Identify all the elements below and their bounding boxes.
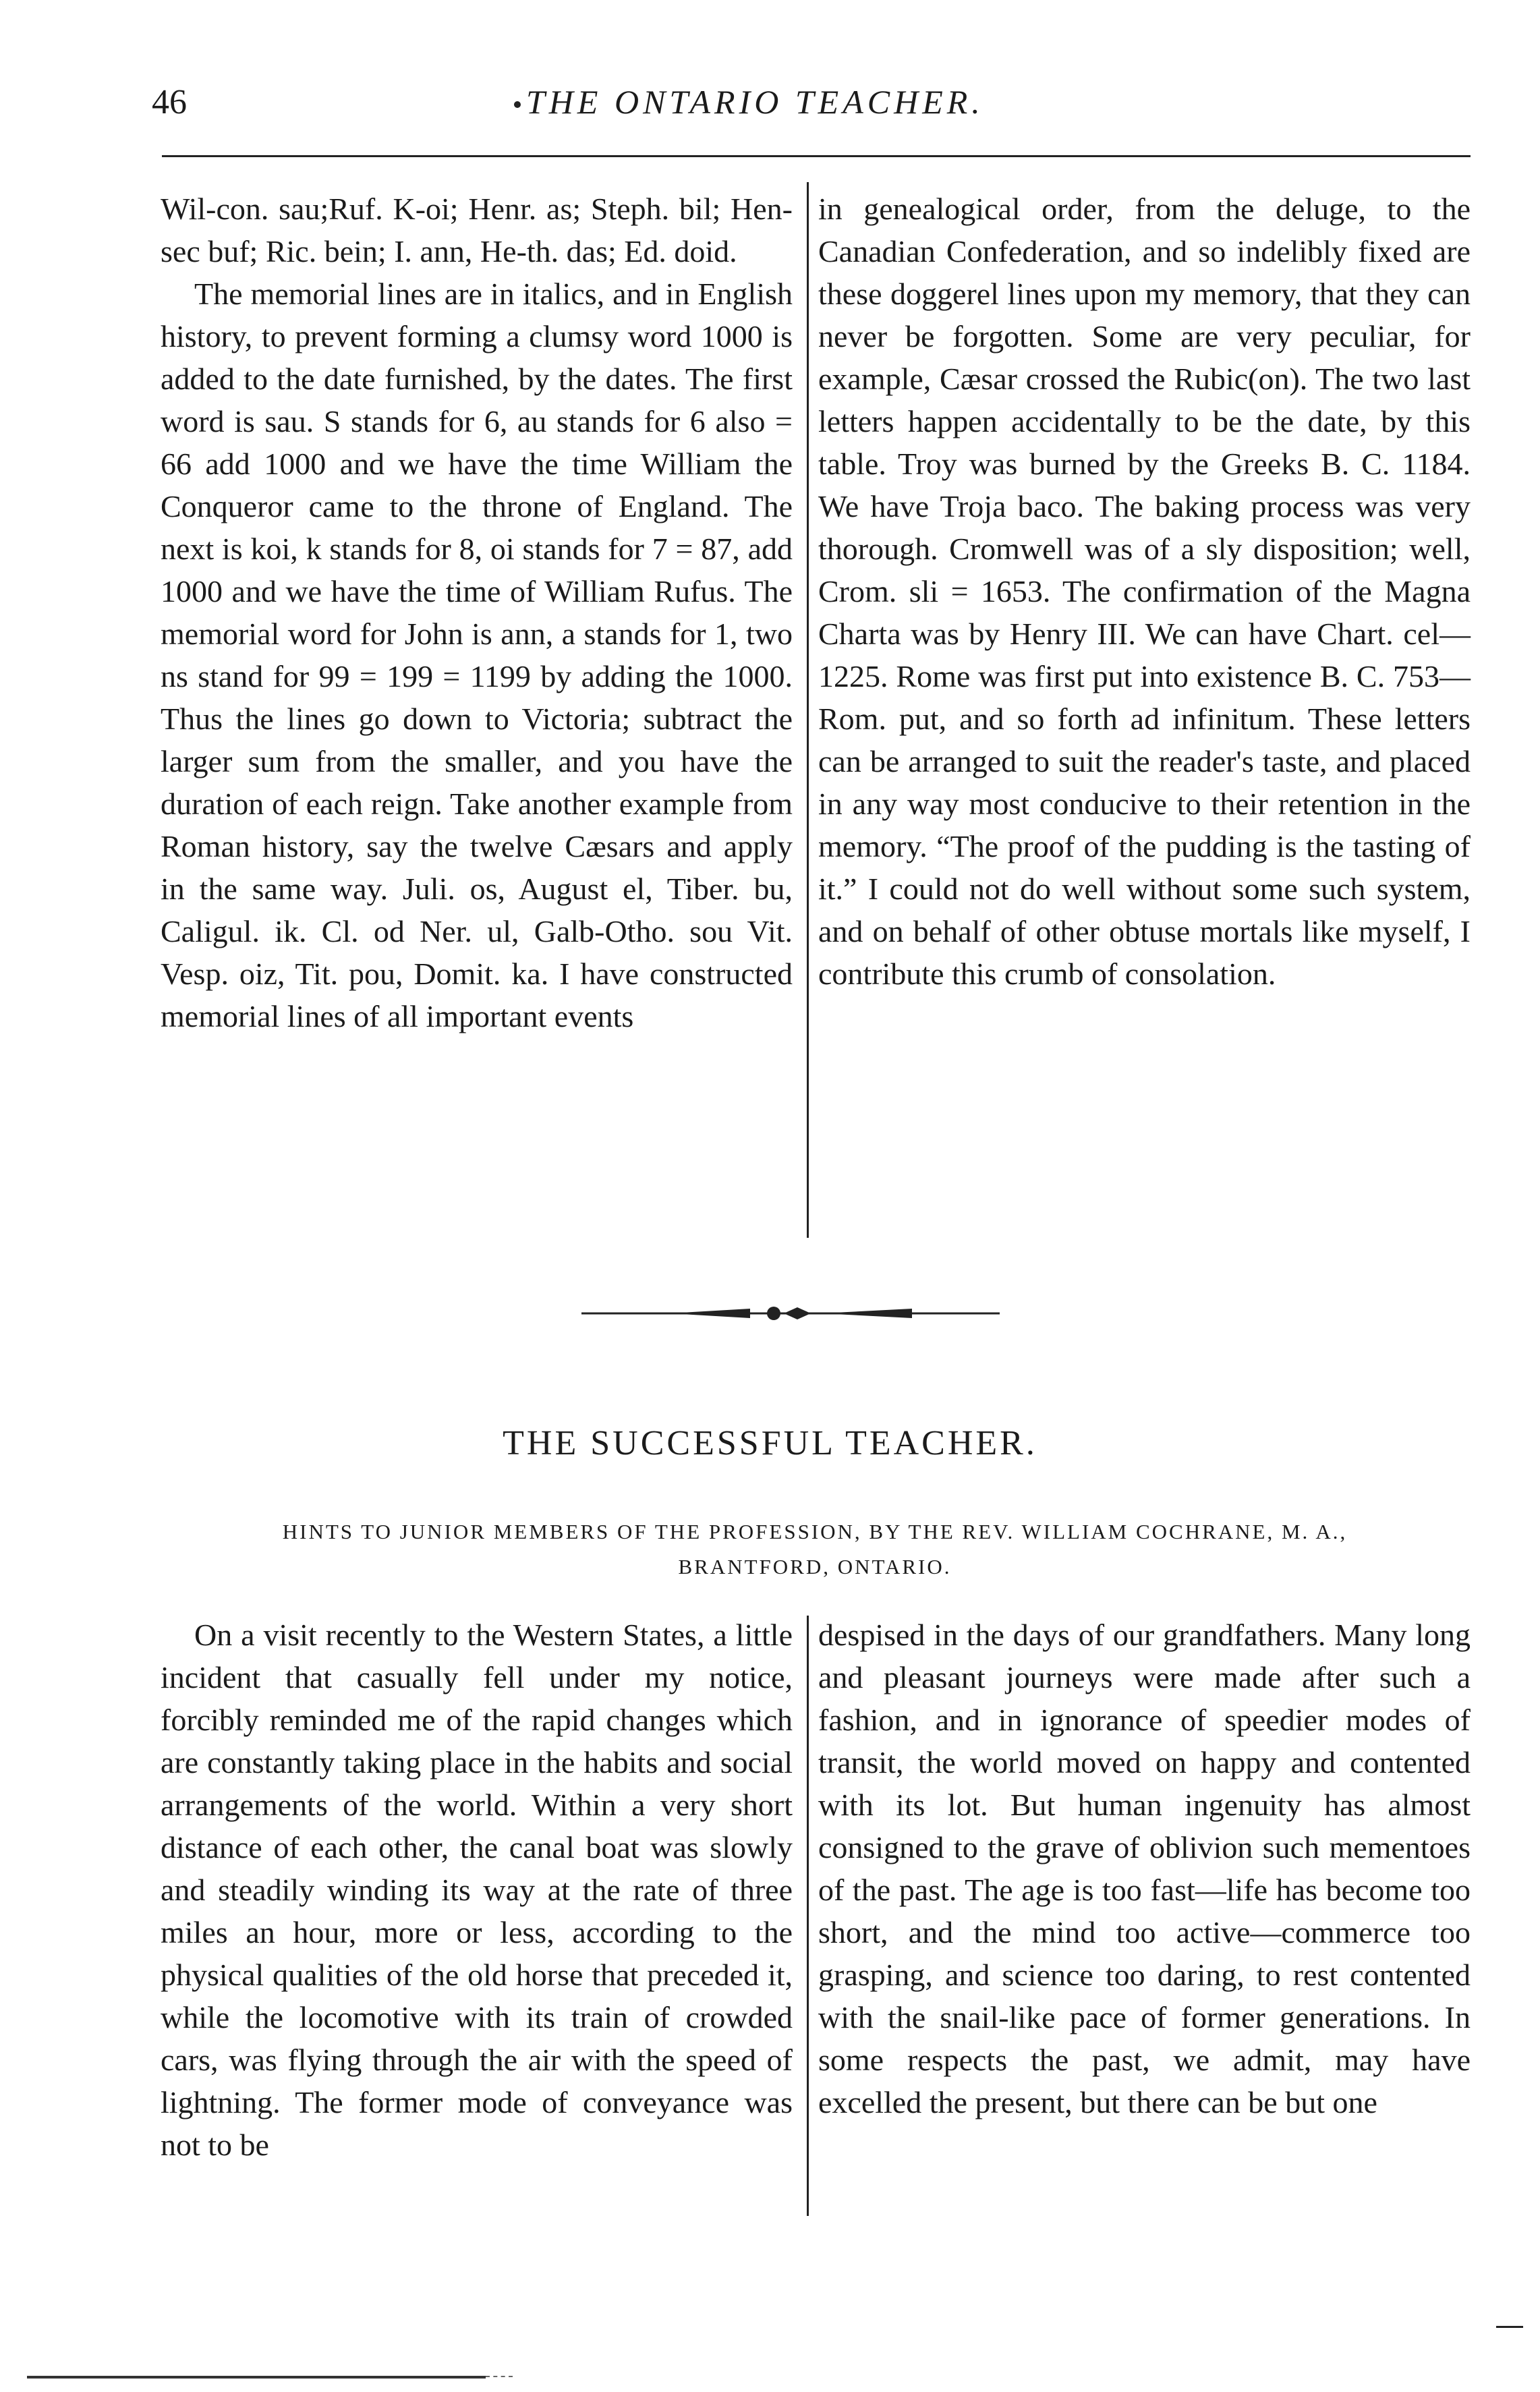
previous-article-closing-paragraph: in genealogical order, from the deluge, to the Canadian Confederation, and so indelibly fixed are these doggerel lines upon my memory, that they can never be forgotten. Some are very peculiar, for example, Cæsar crossed the Rubic(on). The two last letters happen accidentally to be the date, by this table. Troy was burned by the Greeks B. C. 1184. We have Troja baco. The baking process was very thorough. Cromwell was of a sly disposition; well, Crom. sli = 1653. The confirmation of the Magna Charta was by Henry III. We can have Chart. cel—1225. Rome was first put into existence B. C. 753—Rom. put, and so forth ad infinitum. These letters can be arranged to suit the reader's taste, and placed in any way most conducive to their retention in the memory. “The proof of the pudding is the tasting of it.” I could not do well without some such system, and on behalf of other obtuse mortals like myself, I contribute this crumb of consolation. — [818, 192, 1471, 991]
running-title: THE ONTARIO TEACHER. — [526, 83, 984, 121]
article-continuation-paragraph: despised in the days of our grandfathers. Many long and pleasant journeys were made after such a fashion, and in ignorance of speedier modes of transit, the world moved on happy and contented with its lot. But human ingenuity has almost consigned to the grave of oblivion such mementoes of the past. The age is too fast—life has become too short, and the mind too active—commerce too grasping, and science too daring, to rest contented with the snail-like pace of former generations. In some respects the past, we admit, may have excelled the present, but there can be but one — [818, 1618, 1471, 2119]
article-title: THE SUCCESSFUL TEACHER. — [503, 1424, 1037, 1462]
header-bullet — [514, 101, 521, 108]
header-rule — [162, 155, 1471, 157]
article-subtitle-line: BRANTFORD, ONTARIO. — [678, 1555, 952, 1578]
footer-dash — [486, 2376, 513, 2379]
column-divider — [807, 1616, 809, 2216]
footer-rule — [27, 2376, 486, 2379]
article-opening-paragraph: On a visit recently to the Western States, a little incident that casually fell under my notice, forcibly reminded me of the rapid changes which are constantly taking place in the habits and social arrangements of the world. Within a very short distance of each other, the canal boat was slowly and steadily winding its way at the rate of three miles an hour, more or less, according to the physical qualities of the old horse that preceded it, while the locomotive with its train of crowded cars, was flying through the air with the speed of lightning. The former mode of conveyance was not to be — [161, 1618, 793, 2162]
article-right-column — [818, 1614, 1471, 2124]
memorial-explanation-paragraph: The memorial lines are in italics, and in English history, to prevent forming a clumsy word 1000 is added to the date furnished, by the dates. The first word is sau. S stands for 6, au stands for 6 also = 66 add 1000 and we have the time William the Conqueror came to the throne of England. The next is koi, k stands for 8, oi stands for 7 = 87, add 1000 and we have the time of William Rufus. The memorial word for John is ann, a stands for 1, two ns stand for 99 = 199 = 1199 by adding the 1000. Thus the lines go down to Victoria; subtract the larger sum from the smaller, and you have the duration of each reign. Take another example from Roman history, say the twelve Cæsars and apply in the same way. Juli. os, August el, Tiber. bu, Caligul. ik. Cl. od Ner. ul, Galb-Otho. sou Vit. Vesp. oiz, Tit. pou, Domit. ka. I have constructed memorial lines of all important events — [161, 277, 793, 1033]
margin-mark — [1496, 2326, 1523, 2328]
memorial-lines-paragraph: Wil-con. sau;Ruf. K-oi; Henr. as; Steph. bil; Hen-sec buf; Ric. bein; I. ann, He-th. das; Ed. doid. — [161, 192, 793, 268]
article-subtitle — [161, 1514, 1469, 1585]
previous-article-right-column — [818, 188, 1471, 995]
article-subtitle-line: HINTS TO JUNIOR MEMBERS OF THE PROFESSION, BY THE REV. WILLIAM COCHRANE, M. A., — [282, 1520, 1348, 1543]
article-left-column — [161, 1614, 793, 2166]
page-number: 46 — [152, 83, 187, 121]
section-divider-ornament — [581, 1303, 1000, 1323]
previous-article-left-column — [161, 188, 793, 1037]
column-divider — [807, 182, 809, 1238]
